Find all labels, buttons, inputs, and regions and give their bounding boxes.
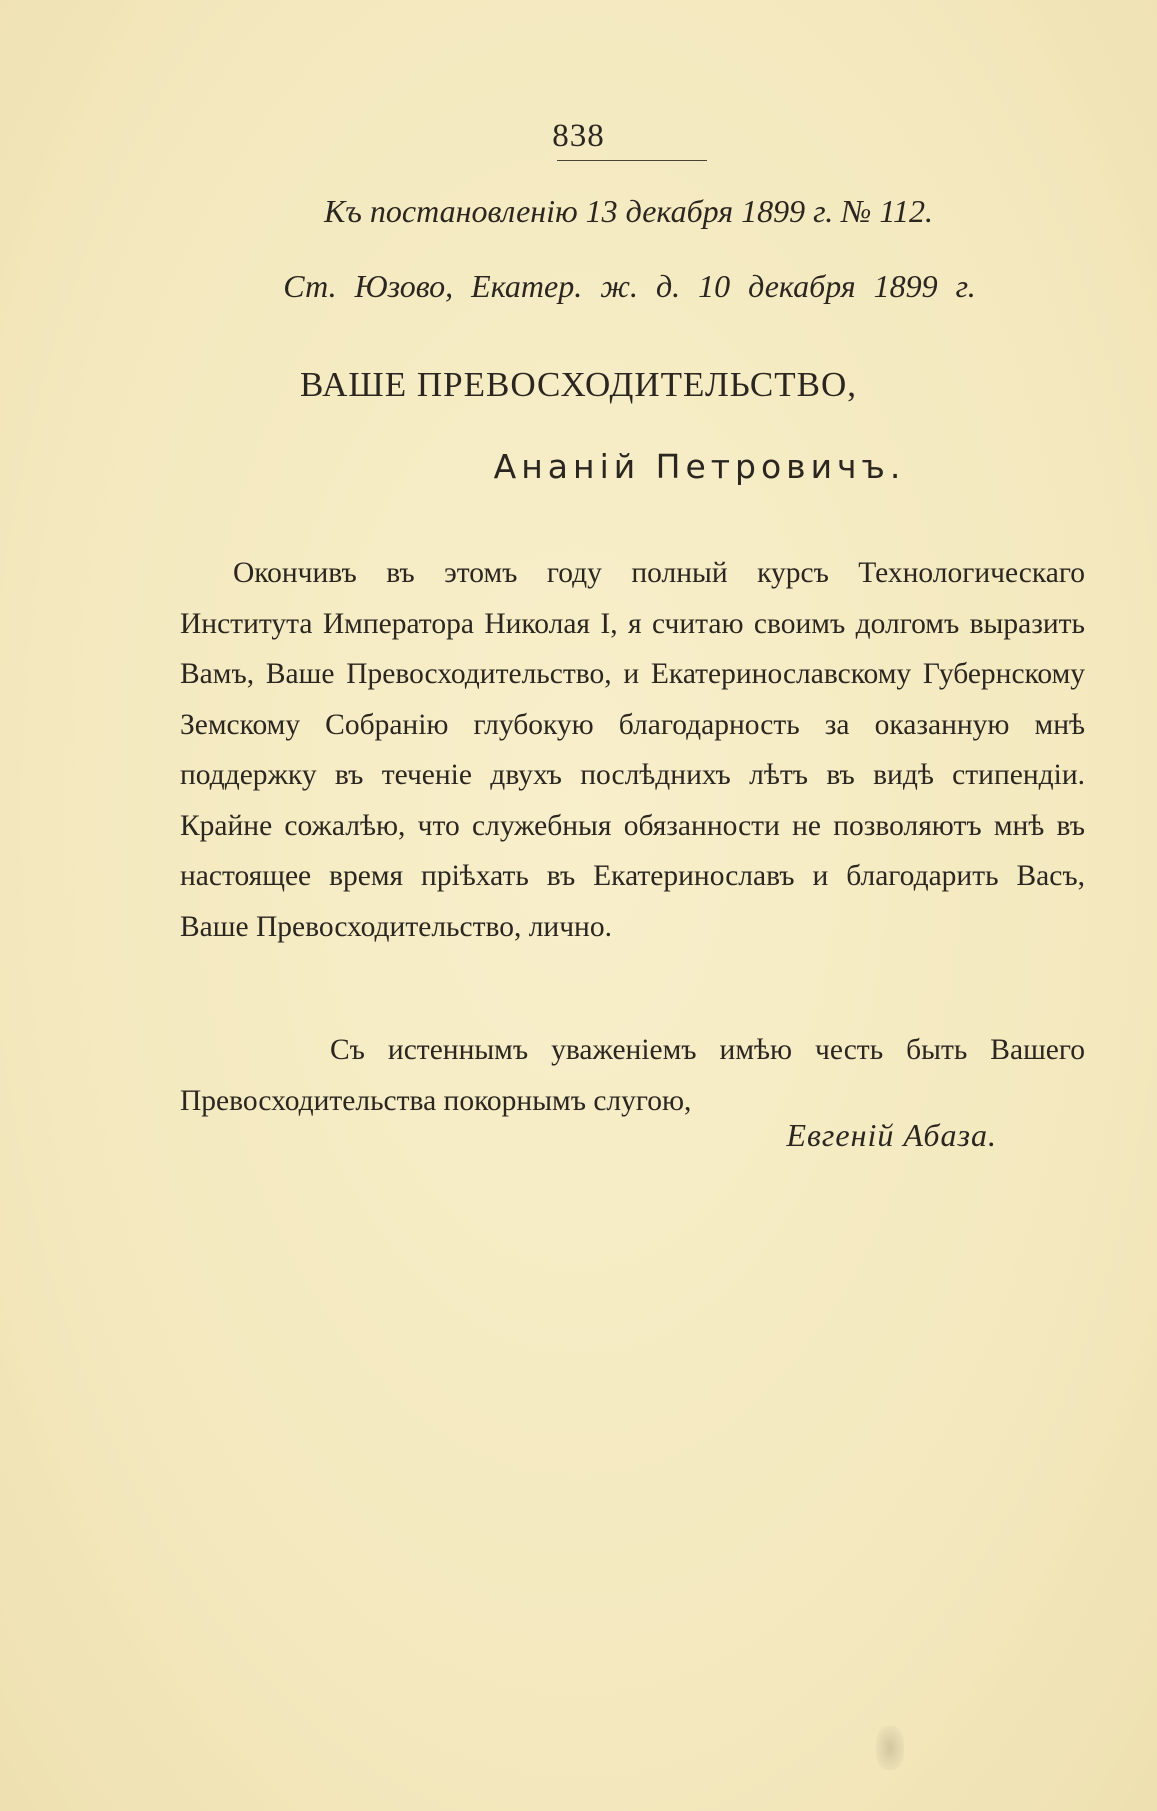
salutation-title: ВАШЕ ПРЕВОСХОДИТЕЛЬСТВО, [300,365,857,404]
signature: Евгеній Абаза. [786,1117,997,1153]
library-stamp-mark [876,1726,904,1770]
addressee-name: Ананій Петровичъ. [493,447,906,486]
reference-resolution: Къ постановленію 13 декабря 1899 г. № 112. [324,193,933,229]
page-number: 838 [552,118,605,154]
letter-body: Окончивъ въ этомъ году полный курсъ Технологическаго Института Императора Николая I, я считаю своимъ долгомъ выразить Вамъ, Ваше Превосходительство, и Екатеринославскому Губернскому Земскому Собранію глубокую благодарность за оказанную мнѣ поддержку въ теченіе двухъ послѣднихъ лѣтъ въ видѣ стипендіи. Крайне сожалѣю, что служебныя обязанности не позволяютъ мнѣ въ настоящее время пріѣхать въ Екатеринославъ и благодарить Васъ, Ваше Превосходительство, лично. [180,557,1085,943]
reference-place-date: Ст. Юзово, Екатер. ж. д. 10 декабря 1899 г. [283,268,976,304]
page-number-rule [557,160,707,161]
letter-closing: Съ истеннымъ уваженіемъ имѣю честь быть Вашего Превосходительства покорнымъ слугою, [180,1034,1085,1117]
